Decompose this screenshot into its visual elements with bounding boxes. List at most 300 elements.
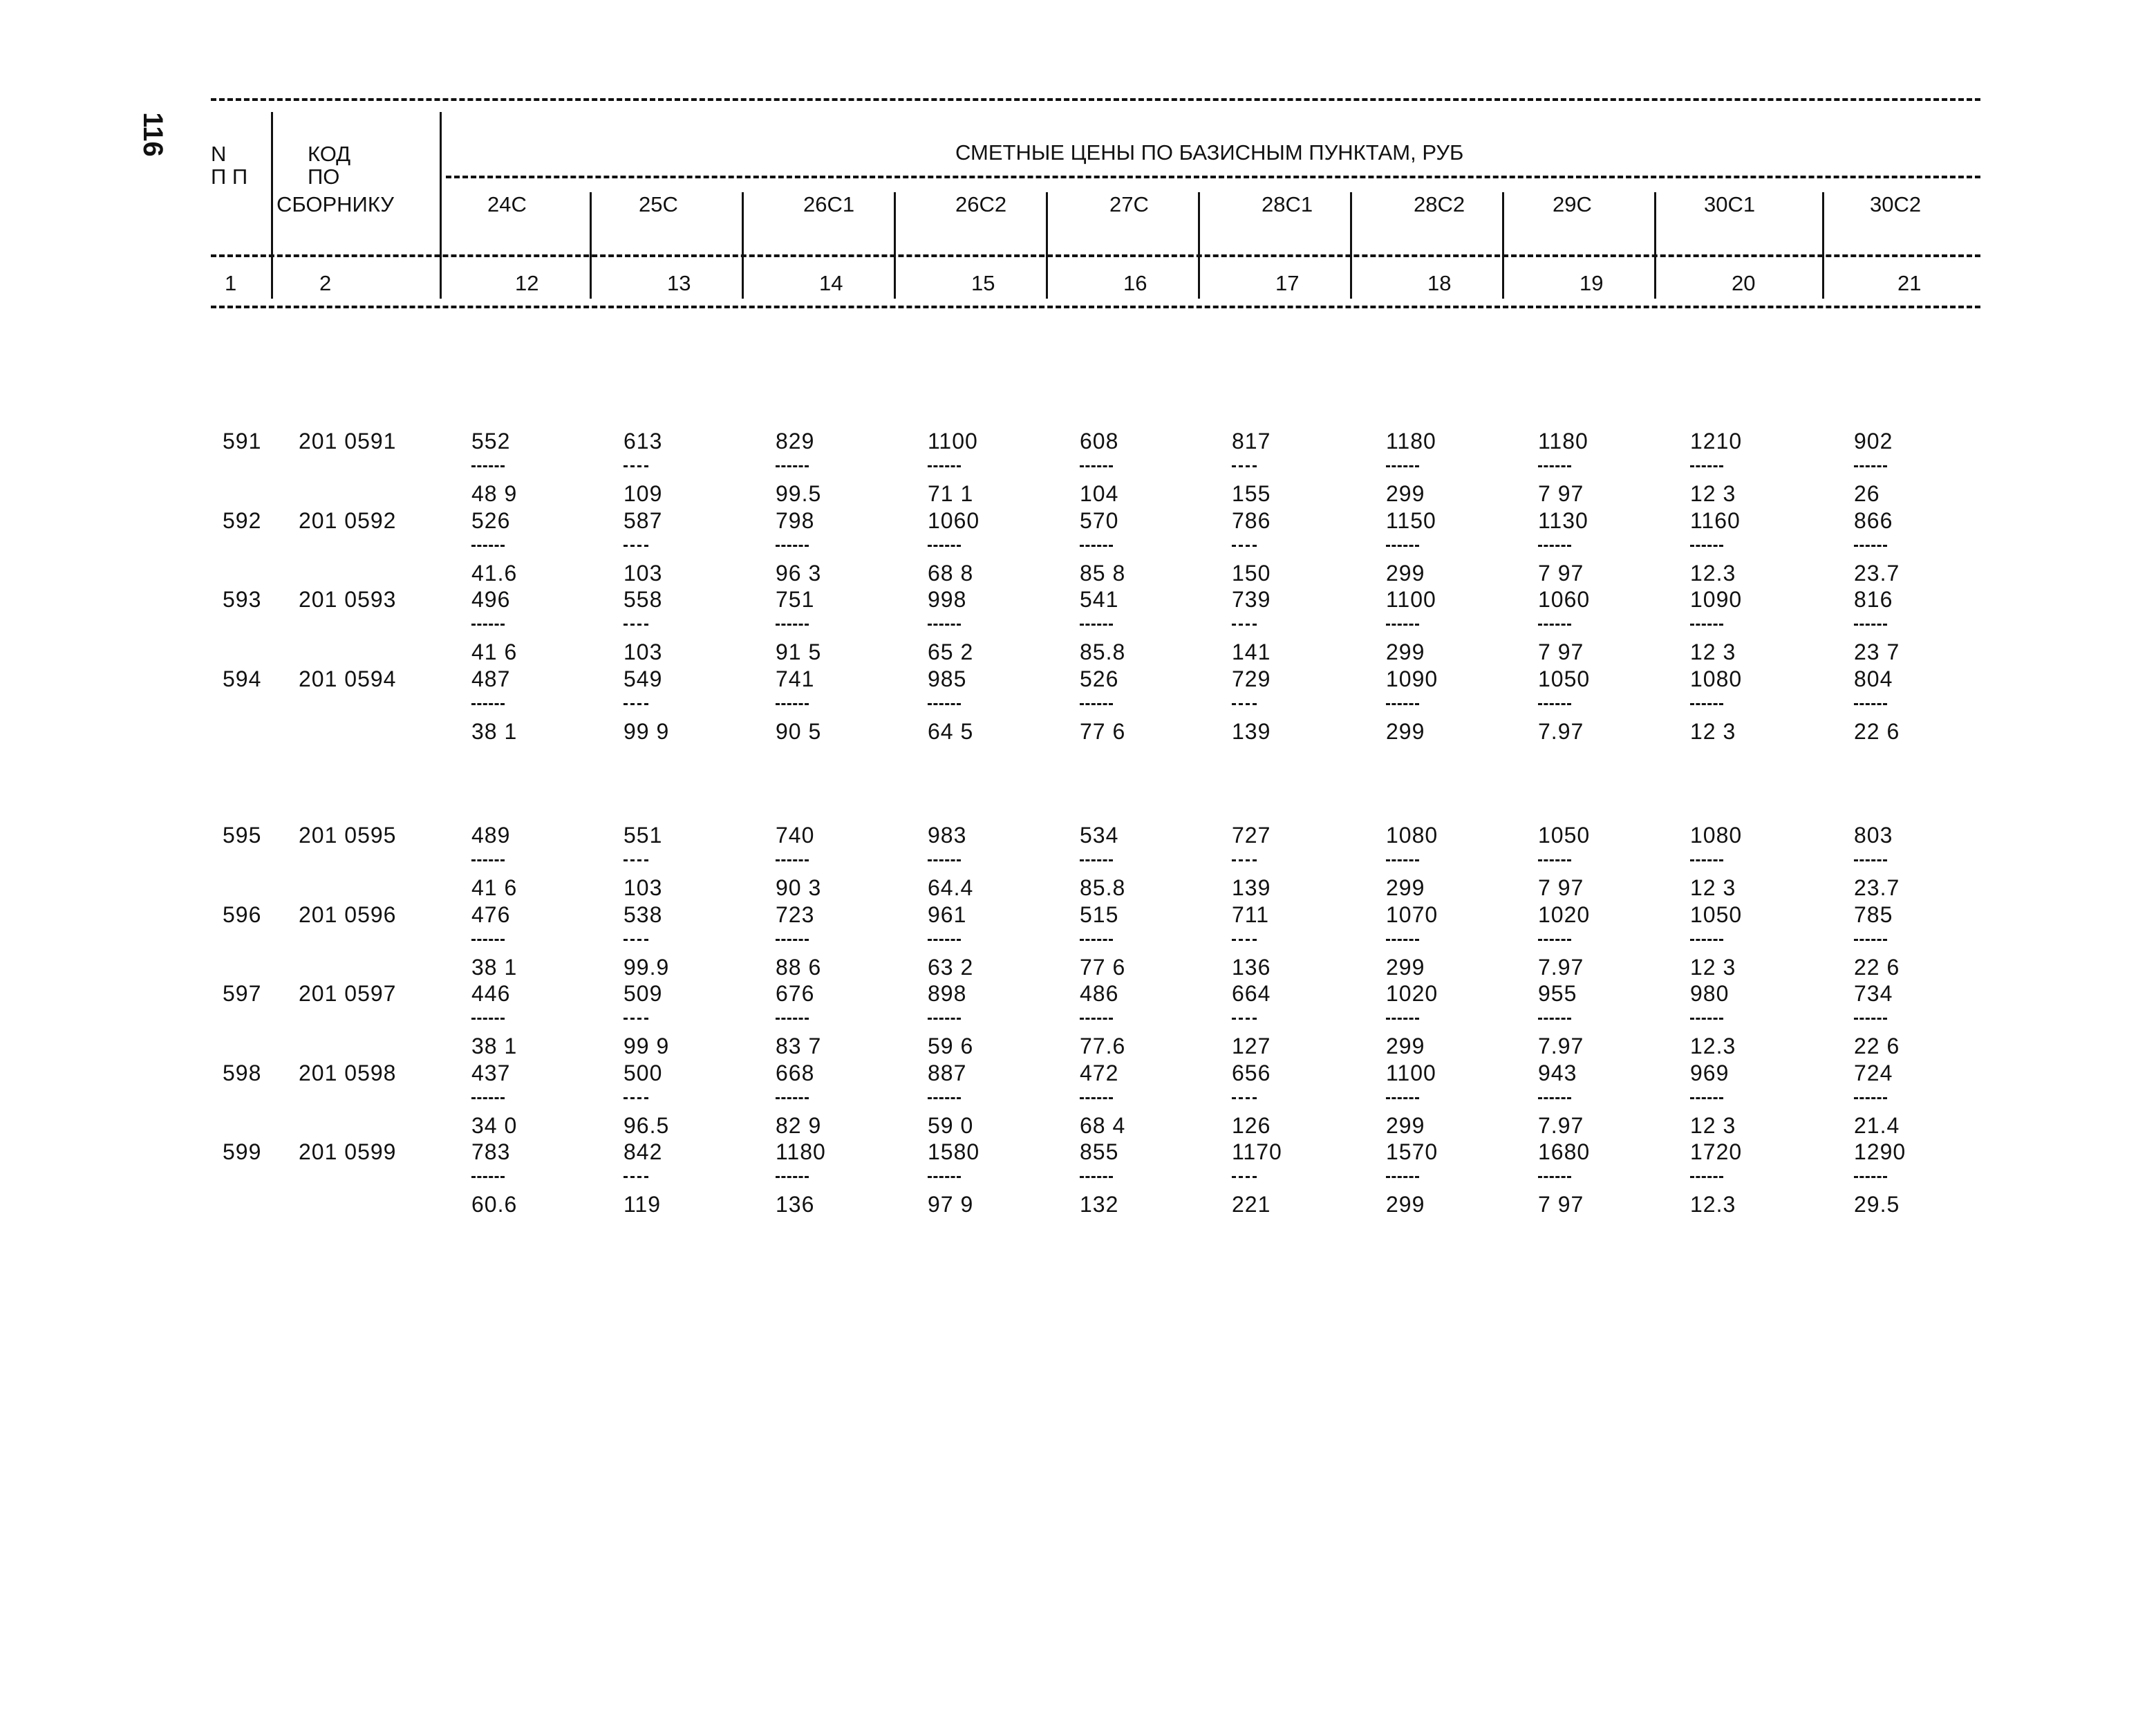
col-number: 14: [819, 271, 843, 295]
fraction-line: [1538, 703, 1571, 705]
price-value: 1070: [1386, 902, 1438, 927]
price-subvalue: 12 3: [1690, 1112, 1736, 1138]
price-subvalue: 77.6: [1080, 1034, 1126, 1058]
price-value: 1180: [776, 1139, 826, 1164]
price-subvalue: 38 1: [471, 954, 518, 980]
header-code-line1: КОД: [308, 142, 351, 166]
fraction-line: [776, 703, 809, 705]
price-value: 829: [776, 429, 815, 454]
price-subvalue: 7.97: [1538, 1112, 1584, 1138]
price-subvalue: 29.5: [1854, 1192, 1900, 1217]
fraction-line: [1538, 1018, 1571, 1020]
price-subvalue: 139: [1232, 875, 1271, 900]
price-subvalue: 65 2: [928, 639, 974, 664]
row-number: 596: [223, 902, 262, 927]
price-subvalue: 7.97: [1538, 1034, 1584, 1058]
price-subvalue: 64.4: [928, 875, 974, 900]
header-n: N: [211, 142, 227, 166]
price-subvalue: 23.7: [1854, 875, 1900, 900]
header-code-line3: СБОРНИКУ: [276, 192, 394, 216]
price-value: 980: [1690, 981, 1730, 1006]
price-subvalue: 109: [624, 481, 663, 506]
fraction-line: [776, 465, 809, 467]
price-subvalue: 136: [1232, 954, 1271, 980]
price-subvalue: 59 0: [928, 1112, 974, 1138]
price-value: 740: [776, 823, 815, 848]
price-subvalue: 77 6: [1080, 718, 1126, 744]
price-subvalue: 41 6: [471, 639, 518, 664]
price-value: 739: [1232, 587, 1271, 612]
price-subvalue: 299: [1386, 718, 1425, 744]
price-subvalue: 96.5: [624, 1112, 670, 1138]
price-value: 898: [928, 981, 967, 1006]
col-number: 20: [1732, 271, 1756, 295]
header-divider-11: [1822, 192, 1824, 299]
price-value: 1080: [1386, 823, 1438, 848]
fraction-line: [1080, 1097, 1113, 1099]
price-value: 943: [1538, 1060, 1577, 1085]
fraction-line: [1690, 1176, 1723, 1178]
price-subvalue: 299: [1386, 954, 1425, 980]
fraction-line: [1232, 1097, 1257, 1099]
fraction-line: [1080, 859, 1113, 861]
fraction-line: [1854, 465, 1887, 467]
fraction-line: [1690, 1097, 1723, 1099]
fraction-line: [1690, 465, 1723, 467]
price-subvalue: 299: [1386, 560, 1425, 586]
price-value: 570: [1080, 507, 1119, 533]
price-value: 500: [624, 1060, 663, 1085]
price-subvalue: 99.5: [776, 481, 822, 506]
fraction-line: [471, 859, 505, 861]
price-subvalue: 221: [1232, 1192, 1271, 1217]
fraction-line: [624, 939, 648, 941]
price-subvalue: 21.4: [1854, 1112, 1900, 1138]
fraction-line: [471, 465, 505, 467]
fraction-line: [1854, 624, 1887, 626]
fraction-line: [1690, 859, 1723, 861]
price-value: 1170: [1232, 1139, 1282, 1164]
point-header: 29С: [1553, 192, 1592, 216]
price-subvalue: 59 6: [928, 1034, 974, 1058]
price-subvalue: 127: [1232, 1034, 1271, 1058]
fraction-line: [624, 465, 648, 467]
fraction-line: [776, 545, 809, 547]
point-header: 24С: [487, 192, 527, 216]
row-code: 201 0592: [299, 507, 397, 533]
fraction-line: [1854, 939, 1887, 941]
price-subvalue: 97 9: [928, 1192, 974, 1217]
price-value: 664: [1232, 981, 1271, 1006]
price-value: 1180: [1538, 429, 1588, 454]
price-value: 955: [1538, 981, 1577, 1006]
price-subvalue: 99 9: [624, 1034, 670, 1058]
fraction-line: [624, 624, 648, 626]
fraction-line: [1232, 859, 1257, 861]
fraction-line: [1080, 624, 1113, 626]
fraction-line: [928, 859, 961, 861]
price-subvalue: 12 3: [1690, 718, 1736, 744]
price-subvalue: 12 3: [1690, 639, 1736, 664]
fraction-line: [1232, 545, 1257, 547]
fraction-line: [1690, 624, 1723, 626]
price-value: 1150: [1386, 507, 1436, 533]
fraction-line: [471, 703, 505, 705]
header-divider-2: [440, 112, 442, 299]
point-header: 25С: [639, 192, 678, 216]
fraction-line: [1386, 1176, 1419, 1178]
price-subvalue: 99.9: [624, 954, 670, 980]
price-value: 1100: [1386, 1060, 1436, 1085]
price-value: 1130: [1538, 507, 1588, 533]
fraction-line: [1854, 859, 1887, 861]
price-value: 613: [624, 429, 663, 454]
price-subvalue: 48 9: [471, 481, 518, 506]
point-header: 30С1: [1704, 192, 1756, 216]
price-subvalue: 104: [1080, 481, 1119, 506]
price-value: 1570: [1386, 1139, 1438, 1164]
fraction-line: [1080, 545, 1113, 547]
price-value: 1050: [1538, 823, 1591, 848]
fraction-line: [1690, 703, 1723, 705]
price-value: 1210: [1690, 429, 1743, 454]
header-title: СМЕТНЫЕ ЦЕНЫ ПО БАЗИСНЫМ ПУНКТАМ, РУБ: [955, 140, 1464, 165]
price-subvalue: 22 6: [1854, 718, 1900, 744]
price-value: 816: [1854, 587, 1893, 612]
price-subvalue: 299: [1386, 481, 1425, 506]
price-subvalue: 41.6: [471, 560, 518, 586]
price-value: 1090: [1690, 587, 1743, 612]
header-pp: П П: [211, 165, 248, 189]
fraction-line: [1232, 624, 1257, 626]
price-subvalue: 34 0: [471, 1112, 518, 1138]
fraction-line: [1386, 1097, 1419, 1099]
price-subvalue: 22 6: [1854, 1034, 1900, 1058]
price-value: 489: [471, 823, 511, 848]
price-subvalue: 103: [624, 875, 663, 900]
header-top-rule: [211, 98, 1980, 101]
price-subvalue: 141: [1232, 639, 1271, 664]
price-subvalue: 90 5: [776, 718, 822, 744]
row-code: 201 0599: [299, 1139, 397, 1164]
price-subvalue: 126: [1232, 1112, 1271, 1138]
header-sub-rule: [211, 254, 1980, 257]
row-number: 598: [223, 1060, 262, 1085]
row-code: 201 0595: [299, 823, 397, 848]
price-subvalue: 12 3: [1690, 954, 1736, 980]
col-number: 18: [1427, 271, 1452, 295]
fraction-line: [1232, 1176, 1257, 1178]
price-value: 1180: [1386, 429, 1436, 454]
row-code: 201 0593: [299, 587, 397, 612]
price-subvalue: 136: [776, 1192, 815, 1217]
fraction-line: [1854, 545, 1887, 547]
price-value: 985: [928, 666, 967, 691]
fraction-line: [928, 1176, 961, 1178]
price-subvalue: 7 97: [1538, 1192, 1584, 1217]
price-value: 798: [776, 507, 815, 533]
col-number: 19: [1579, 271, 1604, 295]
fraction-line: [776, 1097, 809, 1099]
price-value: 711: [1232, 902, 1270, 927]
price-value: 723: [776, 902, 815, 927]
fraction-line: [624, 1176, 648, 1178]
price-subvalue: 299: [1386, 1112, 1425, 1138]
fraction-line: [1538, 859, 1571, 861]
price-value: 902: [1854, 429, 1893, 454]
col-number: 16: [1123, 271, 1147, 295]
price-subvalue: 7 97: [1538, 560, 1584, 586]
price-value: 998: [928, 587, 967, 612]
price-value: 515: [1080, 902, 1119, 927]
price-value: 1160: [1690, 507, 1741, 533]
price-subvalue: 91 5: [776, 639, 822, 664]
price-subvalue: 22 6: [1854, 954, 1900, 980]
price-value: 1050: [1538, 666, 1591, 691]
fraction-line: [1386, 703, 1419, 705]
price-value: 751: [776, 587, 815, 612]
col-number: 1: [225, 271, 237, 295]
price-value: 496: [471, 587, 511, 612]
price-subvalue: 26: [1854, 481, 1880, 506]
price-subvalue: 155: [1232, 481, 1271, 506]
price-value: 1290: [1854, 1139, 1906, 1164]
fraction-line: [1232, 1018, 1257, 1020]
fraction-line: [928, 703, 961, 705]
price-subvalue: 103: [624, 639, 663, 664]
fraction-line: [776, 939, 809, 941]
point-header: 28С1: [1262, 192, 1313, 216]
price-subvalue: 23.7: [1854, 560, 1900, 586]
fraction-line: [624, 859, 648, 861]
price-subvalue: 60.6: [471, 1192, 518, 1217]
fraction-line: [1080, 703, 1113, 705]
fraction-line: [471, 1018, 505, 1020]
row-code: 201 0598: [299, 1060, 397, 1085]
price-value: 549: [624, 666, 663, 691]
page-number: 116: [137, 112, 168, 157]
header-divider-4: [742, 192, 744, 299]
fraction-line: [928, 1097, 961, 1099]
fraction-line: [1690, 939, 1723, 941]
fraction-line: [1854, 703, 1887, 705]
price-subvalue: 85 8: [1080, 560, 1126, 586]
fraction-line: [776, 624, 809, 626]
price-value: 786: [1232, 507, 1271, 533]
price-subvalue: 68 8: [928, 560, 974, 586]
price-value: 608: [1080, 429, 1119, 454]
fraction-line: [1232, 703, 1257, 705]
price-value: 855: [1080, 1139, 1119, 1164]
fraction-line: [776, 1176, 809, 1178]
price-value: 887: [928, 1060, 967, 1085]
fraction-line: [1080, 939, 1113, 941]
col-number: 13: [667, 271, 691, 295]
fraction-line: [1386, 1018, 1419, 1020]
header-divider-9: [1502, 192, 1504, 299]
price-subvalue: 7.97: [1538, 954, 1584, 980]
price-subvalue: 71 1: [928, 481, 974, 506]
fraction-line: [1232, 939, 1257, 941]
fraction-line: [1080, 1176, 1113, 1178]
price-subvalue: 99 9: [624, 718, 670, 744]
price-value: 734: [1854, 981, 1893, 1006]
price-value: 961: [928, 902, 967, 927]
price-value: 785: [1854, 902, 1893, 927]
price-value: 476: [471, 902, 511, 927]
price-subvalue: 23 7: [1854, 639, 1900, 664]
fraction-line: [1854, 1018, 1887, 1020]
point-header: 30С2: [1870, 192, 1922, 216]
price-value: 526: [1080, 666, 1119, 691]
price-value: 538: [624, 902, 663, 927]
fraction-line: [1080, 1018, 1113, 1020]
price-subvalue: 7.97: [1538, 718, 1584, 744]
price-subvalue: 7 97: [1538, 481, 1584, 506]
price-value: 587: [624, 507, 663, 533]
point-header: 27С: [1109, 192, 1149, 216]
price-subvalue: 77 6: [1080, 954, 1126, 980]
price-value: 1090: [1386, 666, 1438, 691]
fraction-line: [1538, 624, 1571, 626]
price-value: 437: [471, 1060, 511, 1085]
row-number: 595: [223, 823, 262, 848]
price-value: 509: [624, 981, 663, 1006]
price-value: 526: [471, 507, 511, 533]
price-value: 1720: [1690, 1139, 1743, 1164]
price-value: 724: [1854, 1060, 1893, 1085]
col-number: 21: [1897, 271, 1922, 295]
header-code-line2: ПО: [308, 165, 340, 189]
price-value: 551: [624, 823, 663, 848]
price-subvalue: 12 3: [1690, 875, 1736, 900]
fraction-line: [471, 939, 505, 941]
price-value: 656: [1232, 1060, 1271, 1085]
price-value: 487: [471, 666, 511, 691]
price-value: 1080: [1690, 823, 1743, 848]
header-divider-10: [1654, 192, 1656, 299]
header-mid-rule: [446, 176, 1980, 178]
price-subvalue: 85.8: [1080, 875, 1126, 900]
header-bottom-rule: [211, 306, 1980, 308]
price-subvalue: 82 9: [776, 1112, 822, 1138]
header-divider-1: [271, 112, 273, 299]
fraction-line: [624, 703, 648, 705]
row-number: 591: [223, 429, 262, 454]
fraction-line: [1080, 465, 1113, 467]
fraction-line: [928, 545, 961, 547]
price-value: 1020: [1538, 902, 1591, 927]
price-subvalue: 103: [624, 560, 663, 586]
price-subvalue: 64 5: [928, 718, 974, 744]
row-number: 592: [223, 507, 262, 533]
price-subvalue: 41 6: [471, 875, 518, 900]
price-value: 804: [1854, 666, 1893, 691]
col-number: 15: [971, 271, 995, 295]
row-code: 201 0597: [299, 981, 397, 1006]
price-value: 552: [471, 429, 511, 454]
fraction-line: [1854, 1176, 1887, 1178]
fraction-line: [928, 624, 961, 626]
price-value: 969: [1690, 1060, 1730, 1085]
row-code: 201 0594: [299, 666, 397, 691]
price-value: 842: [624, 1139, 663, 1164]
fraction-line: [1386, 545, 1419, 547]
fraction-line: [624, 1018, 648, 1020]
header-divider-6: [1046, 192, 1048, 299]
fraction-line: [1386, 624, 1419, 626]
fraction-line: [471, 1097, 505, 1099]
price-value: 676: [776, 981, 815, 1006]
col-number: 17: [1275, 271, 1300, 295]
price-value: 1050: [1690, 902, 1743, 927]
fraction-line: [928, 465, 961, 467]
price-subvalue: 299: [1386, 1192, 1425, 1217]
fraction-line: [1538, 1176, 1571, 1178]
fraction-line: [1386, 465, 1419, 467]
price-value: 727: [1232, 823, 1271, 848]
price-subvalue: 90 3: [776, 875, 822, 900]
price-subvalue: 132: [1080, 1192, 1119, 1217]
fraction-line: [1538, 939, 1571, 941]
price-subvalue: 299: [1386, 875, 1425, 900]
price-subvalue: 88 6: [776, 954, 822, 980]
price-subvalue: 7 97: [1538, 875, 1584, 900]
price-value: 1680: [1538, 1139, 1591, 1164]
fraction-line: [471, 1176, 505, 1178]
row-number: 597: [223, 981, 262, 1006]
price-value: 1100: [928, 429, 978, 454]
price-value: 817: [1232, 429, 1271, 454]
col-number: 2: [319, 271, 332, 295]
price-value: 1060: [1538, 587, 1591, 612]
price-subvalue: 83 7: [776, 1034, 822, 1058]
price-subvalue: 38 1: [471, 718, 518, 744]
price-value: 534: [1080, 823, 1119, 848]
header-divider-3: [590, 192, 592, 299]
fraction-line: [928, 1018, 961, 1020]
price-value: 983: [928, 823, 967, 848]
fraction-line: [1538, 545, 1571, 547]
price-value: 741: [776, 666, 815, 691]
price-subvalue: 299: [1386, 1034, 1425, 1058]
price-value: 729: [1232, 666, 1271, 691]
price-value: 803: [1854, 823, 1893, 848]
fraction-line: [928, 939, 961, 941]
price-subvalue: 119: [624, 1192, 662, 1217]
price-subvalue: 12.3: [1690, 1034, 1736, 1058]
point-header: 28С2: [1414, 192, 1465, 216]
fraction-line: [471, 624, 505, 626]
price-value: 558: [624, 587, 663, 612]
header-divider-5: [894, 192, 896, 299]
point-header: 26С1: [803, 192, 855, 216]
point-header: 26С2: [955, 192, 1007, 216]
price-value: 472: [1080, 1060, 1119, 1085]
price-subvalue: 150: [1232, 560, 1271, 586]
fraction-line: [1232, 465, 1257, 467]
row-code: 201 0591: [299, 429, 397, 454]
fraction-line: [1386, 859, 1419, 861]
price-subvalue: 12.3: [1690, 560, 1736, 586]
price-subvalue: 7 97: [1538, 639, 1584, 664]
row-number: 594: [223, 666, 262, 691]
row-number: 593: [223, 587, 262, 612]
price-value: 541: [1080, 587, 1119, 612]
price-subvalue: 68 4: [1080, 1112, 1126, 1138]
fraction-line: [776, 859, 809, 861]
fraction-line: [1690, 545, 1723, 547]
